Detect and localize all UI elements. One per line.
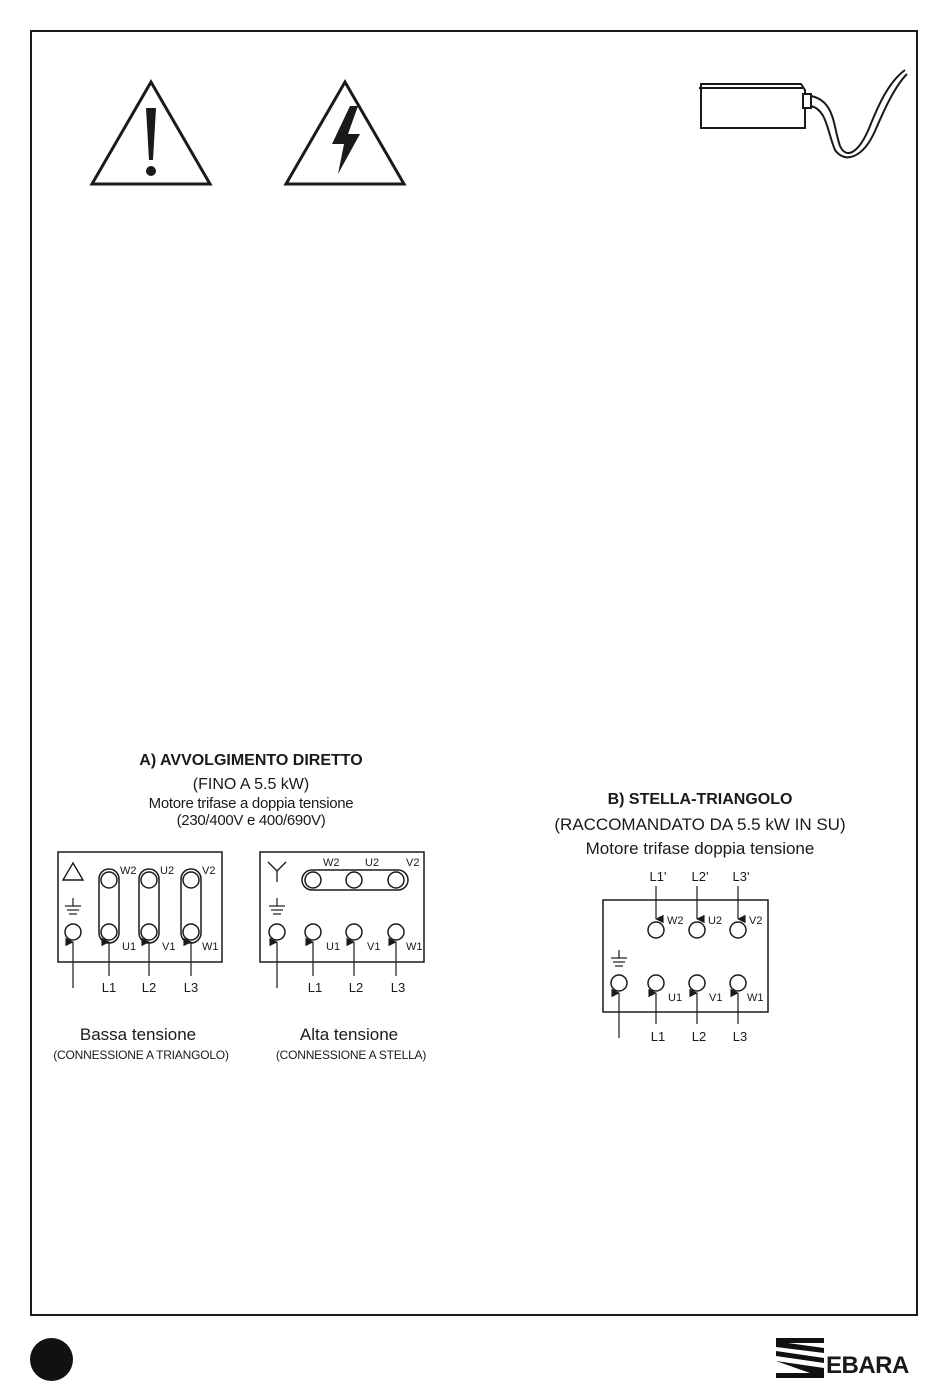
line-label: L1' xyxy=(649,869,667,884)
section-a-subtitle: (FINO A 5.5 kW) xyxy=(192,776,310,793)
terminal-box-icon xyxy=(695,66,910,161)
terminal-label: V2 xyxy=(749,915,763,927)
terminal-label: U2 xyxy=(708,915,723,927)
page-marker xyxy=(30,1338,73,1381)
star-caption: Alta tensione xyxy=(299,1025,399,1044)
section-b-subtitle: (RACCOMANDATO DA 5.5 kW IN SU) xyxy=(554,815,846,834)
line-label: L1 xyxy=(650,1029,666,1044)
delta-symbol-icon xyxy=(63,863,83,880)
terminal-label: V1 xyxy=(162,941,176,953)
line-label: L2 xyxy=(348,980,364,995)
terminal-label: W2 xyxy=(323,857,340,869)
line-label: L2 xyxy=(691,1029,707,1044)
terminal-label: U1 xyxy=(668,992,683,1004)
terminal-label: W1 xyxy=(747,992,764,1004)
terminal-label: U1 xyxy=(122,941,137,953)
terminal-label: V2 xyxy=(406,857,420,869)
line-label: L2' xyxy=(691,869,709,884)
line-label: L3 xyxy=(183,980,199,995)
terminal-label: W1 xyxy=(406,941,423,953)
star-connection-diagram xyxy=(258,850,428,998)
terminal-label: W2 xyxy=(120,865,137,877)
terminal-label: U2 xyxy=(160,865,175,877)
terminal-label: V2 xyxy=(202,865,216,877)
brand-name: EBARA xyxy=(826,1352,909,1379)
electrical-hazard-icon xyxy=(282,78,408,188)
section-a-voltages: (230/400V e 400/690V) xyxy=(176,812,326,829)
line-label: L1 xyxy=(101,980,117,995)
terminal-label: U1 xyxy=(326,941,341,953)
star-caption-detail: (CONNESSIONE A STELLA) xyxy=(275,1048,427,1062)
ground-icon xyxy=(65,898,81,914)
section-a-title: A) AVVOLGIMENTO DIRETTO xyxy=(139,752,363,769)
ebara-logo xyxy=(774,1336,924,1380)
section-b-title: B) STELLA-TRIANGOLO xyxy=(607,791,793,808)
line-label: L3 xyxy=(732,1029,748,1044)
section-b-description: Motore trifase doppia tensione xyxy=(585,839,815,858)
star-delta-connection-diagram xyxy=(600,866,772,1048)
page-frame xyxy=(30,30,918,1316)
line-label: L2 xyxy=(141,980,157,995)
ground-icon xyxy=(269,898,285,914)
terminal-label: W1 xyxy=(202,941,219,953)
section-a-description: Motore trifase a doppia tensione xyxy=(148,795,354,812)
line-label: L1 xyxy=(307,980,323,995)
terminal-label: V1 xyxy=(709,992,723,1004)
warning-exclamation-icon xyxy=(88,78,214,188)
terminal-label: U2 xyxy=(365,857,380,869)
line-label: L3 xyxy=(390,980,406,995)
delta-connection-diagram xyxy=(56,850,226,998)
line-label: L3' xyxy=(732,869,750,884)
ground-icon xyxy=(611,950,627,966)
terminal-label: W2 xyxy=(667,915,684,927)
star-symbol-icon xyxy=(268,862,286,882)
delta-caption: Bassa tensione xyxy=(79,1025,197,1044)
delta-caption-detail: (CONNESSIONE A TRIANGOLO) xyxy=(53,1048,229,1062)
terminal-label: V1 xyxy=(367,941,381,953)
